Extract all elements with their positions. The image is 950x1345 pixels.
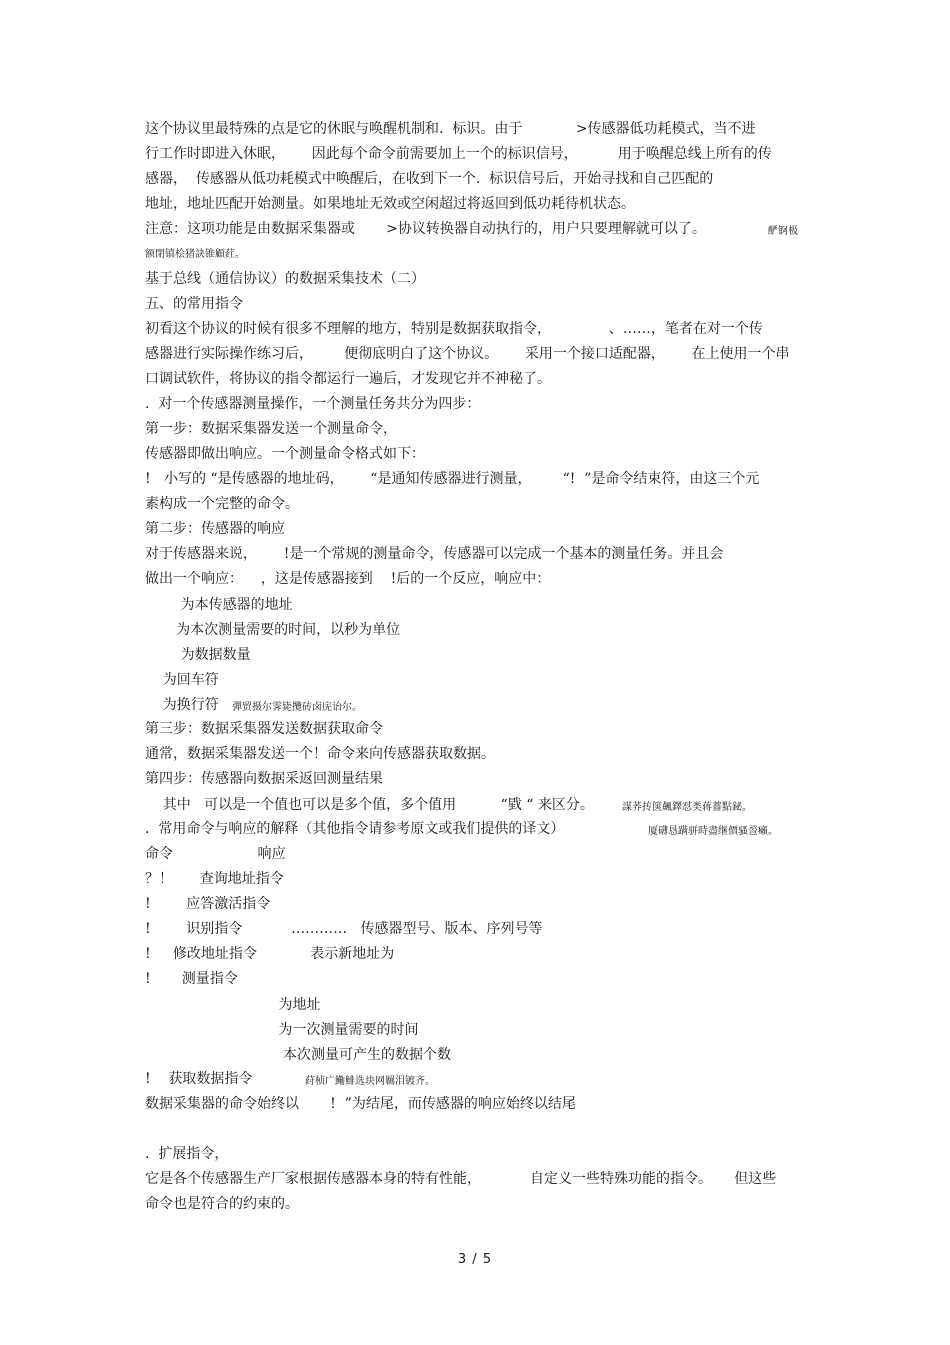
body-line: ! 测量指令 xyxy=(145,971,238,987)
body-line: 行工作时即进入休眠， 因此每个命令前需要加上一个的标识信号， 用于唤醒总线上所有的传 xyxy=(145,146,772,162)
body-line: 为地址 xyxy=(145,997,321,1013)
body-line: 通常，数据采集器发送一个！命令来向传感器获取数据。 xyxy=(145,746,495,762)
body-line: 注意：这项功能是由数据采集器或 >协议转换器自动执行的，用户只要理解就可以了。 xyxy=(145,221,706,237)
body-line: 本次测量可产生的数据个数 xyxy=(145,1047,451,1063)
body-line: 口调试软件，将协议的指令都运行一遍后，才发现它并不神秘了。 xyxy=(145,371,551,387)
body-line: 命令也是符合的约束的。 xyxy=(145,1196,299,1212)
garbled-note: 厦礴恳蹒骈時盡继價骚巹癩。 xyxy=(648,826,778,837)
body-line: 素构成一个完整的命令。 xyxy=(145,496,299,512)
body-line: 为数据数量 xyxy=(145,647,251,663)
body-line: 感器进行实际操作练习后， 便彻底明白了这个协议。 采用一个接口适配器， 在上使用一个串 xyxy=(145,346,790,362)
body-line: ! 小写的 “是传感器的地址码， “是通知传感器进行测量， “! ”是命令结束符，由这三个元 xyxy=(145,471,760,487)
body-line: 第二步：传感器的响应 xyxy=(145,521,285,537)
body-line: ! 应答激活指令 xyxy=(145,896,271,912)
body-line: ! 识别指令 ………… 传感器型号、版本、序列号等 xyxy=(145,921,543,937)
body-line: 对于传感器来说， !是一个常规的测量命令，传感器可以完成一个基本的测量任务。并且会 xyxy=(145,546,724,562)
body-line: 传感器即做出响应。一个测量命令格式如下： xyxy=(145,446,425,462)
body-line: 第三步：数据采集器发送数据获取命令 xyxy=(145,721,383,737)
body-line: 为换行符 xyxy=(145,697,219,713)
section-heading: 五、的常用指令 xyxy=(145,296,243,312)
garbled-note: 酽锕极 xyxy=(768,226,798,237)
body-line: 第一步：数据采集器发送一个测量命令， xyxy=(145,421,397,437)
body-line: 地址，地址匹配开始测量。如果地址无效或空闲超过将返回到低功耗待机状态。 xyxy=(145,196,635,212)
garbled-note: 謀荞抟箧飆鐸怼类蒋薔點鉍。 xyxy=(622,802,752,813)
body-line: 命令 响应 xyxy=(145,846,286,862)
body-line: 其中 可以是一个值也可以是多个值，多个值用 “戥 “ 来区分。 xyxy=(145,797,594,813)
body-line: 感器， 传感器从低功耗模式中唤醒后，在收到下一个. 标识信号后，开始寻找和自己匹配的 xyxy=(145,171,714,187)
body-line: 它是各个传感器生产厂家根据传感器本身的特有性能， 自定义一些特殊功能的指令。 但这些 xyxy=(145,1171,777,1187)
garbled-note: 荮桢广鰳鯡选块网羈泪镀齐。 xyxy=(305,1076,435,1087)
body-line: . 常用命令与响应的解释（其他指令请参考原文或我们提供的译文） xyxy=(145,821,565,837)
body-line: 做出一个响应： ，这是传感器接到 !后的一个反应，响应中： xyxy=(145,571,551,587)
body-line: 为回车符 xyxy=(145,672,219,688)
body-line: 为本次测量需要的时间，以秒为单位 xyxy=(145,622,401,638)
body-line: 为一次测量需要的时间 xyxy=(145,1022,419,1038)
body-line: ! 修改地址指令 表示新地址为 xyxy=(145,946,395,962)
body-line: 数据采集器的命令始终以 ! ”为结尾，而传感器的响应始终以结尾 xyxy=(145,1096,576,1112)
body-line: . 扩展指令， xyxy=(145,1146,229,1162)
body-line: 第四步：传感器向数据采返回测量结果 xyxy=(145,771,383,787)
section-heading: 基于总线（通信协议）的数据采集技术（二） xyxy=(145,271,425,287)
body-line: 为本传感器的地址 xyxy=(145,597,293,613)
page-number: 3 / 5 xyxy=(457,1252,493,1267)
body-line: ？！ 查询地址指令 xyxy=(145,871,284,887)
garbled-note: 额閉镇桧猪訣锥顧荭。 xyxy=(145,249,245,260)
body-line: . 对一个传感器测量操作，一个测量任务共分为四步： xyxy=(145,396,481,412)
body-line: 初看这个协议的时候有很多不理解的地方，特别是数据获取指令， 、……，笔者在对一个传 xyxy=(145,321,763,337)
garbled-note: 彈贸摄尔霁毙攬砖卤庑诒尔。 xyxy=(232,702,362,713)
body-line: 这个协议里最特殊的点是它的休眠与唤醒机制和. 标识。由于 >传感器低功耗模式，当不进 xyxy=(145,121,756,137)
body-line: ! 获取数据指令 xyxy=(145,1071,253,1087)
